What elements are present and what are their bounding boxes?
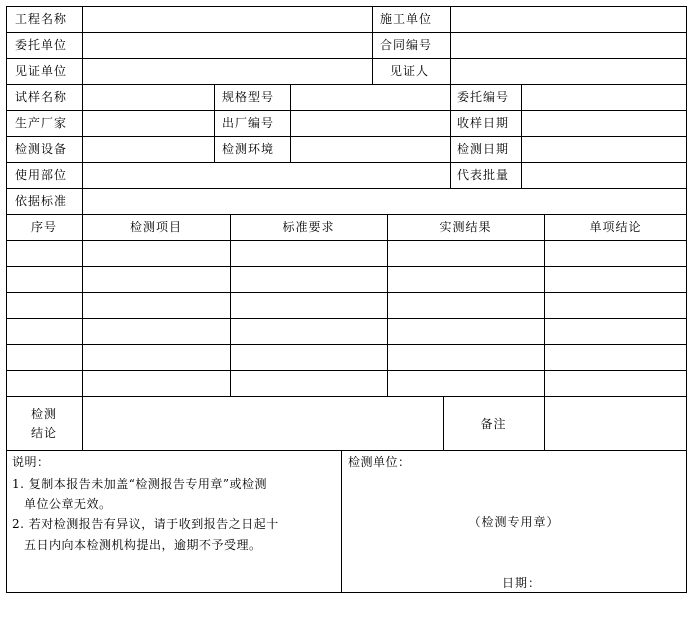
row-line xyxy=(6,292,687,293)
label-remark: 备注 xyxy=(480,417,507,431)
label-witness-unit: 见证单位 xyxy=(15,64,68,78)
col-line xyxy=(82,6,83,214)
label-project-name: 工程名称 xyxy=(15,12,68,26)
col-header-item: 检测项目 xyxy=(129,220,182,234)
col-line xyxy=(372,6,373,84)
row-line xyxy=(6,188,687,189)
label-factory-no: 出厂编号 xyxy=(222,116,275,130)
label-test-equipment: 检测设备 xyxy=(15,142,68,156)
label-witness-person: 见证人 xyxy=(390,64,430,78)
row-line xyxy=(6,266,687,267)
col-line xyxy=(544,214,545,450)
test-report-form xyxy=(6,6,687,593)
note-2-line-2: 五日内向本检测机构提出，逾期不予受理。 xyxy=(24,538,262,552)
col-line xyxy=(82,214,83,450)
note-1-line-2: 单位公章无效。 xyxy=(24,497,112,511)
col-line xyxy=(387,214,388,396)
label-commission-no: 委托编号 xyxy=(457,90,510,104)
col-line xyxy=(214,84,215,162)
label-date: 日期： xyxy=(502,576,542,590)
label-usage-location: 使用部位 xyxy=(15,168,68,182)
col-header-conclusion: 单项结论 xyxy=(589,220,642,234)
row-line xyxy=(6,110,687,111)
col-header-requirement: 标准要求 xyxy=(282,220,335,234)
label-test-date: 检测日期 xyxy=(457,142,510,156)
note-2-line-1: 2. 若对检测报告有异议，请于收到报告之日起十 xyxy=(12,517,279,531)
row-line xyxy=(6,162,687,163)
row-line xyxy=(6,58,687,59)
row-line xyxy=(6,240,687,241)
label-standard: 依据标准 xyxy=(15,194,68,208)
col-line xyxy=(450,6,451,84)
label-conclusion-2: 结论 xyxy=(30,426,57,440)
row-line xyxy=(6,450,687,451)
row-line xyxy=(6,84,687,85)
col-line xyxy=(450,84,451,188)
col-line xyxy=(521,84,522,188)
label-conclusion-1: 检测 xyxy=(30,407,57,421)
label-test-environment: 检测环境 xyxy=(222,142,275,156)
label-sample-name: 试样名称 xyxy=(15,90,68,104)
row-line xyxy=(6,136,687,137)
row-line xyxy=(6,32,687,33)
col-header-no: 序号 xyxy=(30,220,57,234)
label-spec-model: 规格型号 xyxy=(222,90,275,104)
seal-text: （检测专用章） xyxy=(468,515,560,529)
col-line xyxy=(290,84,291,162)
label-manufacturer: 生产厂家 xyxy=(15,116,68,130)
label-receive-date: 收样日期 xyxy=(457,116,510,130)
note-1-line-1: 1. 复制本报告未加盖“检测报告专用章”或检测 xyxy=(12,477,268,491)
row-line xyxy=(6,318,687,319)
label-construction-unit: 施工单位 xyxy=(380,12,433,26)
col-line xyxy=(230,214,231,396)
notes-title: 说明： xyxy=(12,455,50,469)
row-line xyxy=(6,344,687,345)
label-batch: 代表批量 xyxy=(457,168,510,182)
label-client-unit: 委托单位 xyxy=(15,38,68,52)
col-header-result: 实测结果 xyxy=(439,220,492,234)
label-test-unit: 检测单位： xyxy=(348,455,411,469)
row-line xyxy=(6,396,687,397)
label-contract-no: 合同编号 xyxy=(380,38,433,52)
row-line xyxy=(6,214,687,215)
row-line xyxy=(6,370,687,371)
